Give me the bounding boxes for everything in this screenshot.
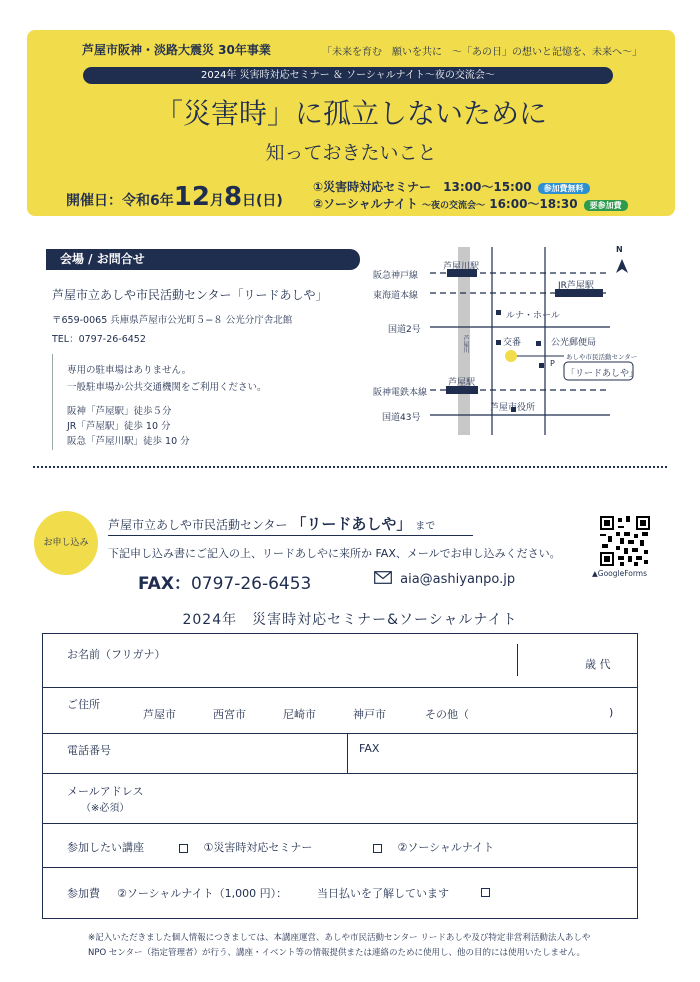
age-label: 歳 代 bbox=[585, 658, 611, 671]
fee-badge: 要参加費 bbox=[584, 200, 628, 211]
fee-text: ②ソーシャルナイト（1,000 円）： bbox=[117, 887, 288, 900]
form-title: 2024年 災害時対応セミナー&ソーシャルナイト bbox=[182, 612, 518, 628]
section-divider bbox=[33, 466, 667, 468]
address-label: ご住所 bbox=[67, 698, 100, 711]
map-route43: 国道43号 bbox=[382, 413, 421, 423]
name-label: お名前（フリガナ） bbox=[67, 648, 166, 661]
apply-to bbox=[108, 513, 435, 534]
session-2 bbox=[313, 195, 628, 212]
course-2-label: ②ソーシャルナイト bbox=[397, 841, 495, 854]
event-date bbox=[66, 182, 283, 212]
apply-to-name: 芦屋市立あしや市民活動センター bbox=[108, 518, 288, 532]
date-weekday: (日) bbox=[256, 193, 283, 209]
venue-section-label: 会場 / お問合せ bbox=[46, 249, 360, 270]
city-other[interactable]: その他（ bbox=[425, 708, 469, 721]
session-1-text: ①災害時対応セミナー 13:00〜15:00 bbox=[313, 180, 532, 194]
north-arrow-icon bbox=[616, 259, 628, 273]
venue-marker bbox=[505, 350, 517, 362]
fax-field-label: FAX bbox=[359, 742, 380, 755]
date-month-suffix: 月 bbox=[209, 193, 224, 209]
fax-label: FAX： bbox=[138, 574, 191, 594]
fax-field[interactable] bbox=[393, 737, 623, 769]
date-day-suffix: 日 bbox=[242, 193, 257, 209]
course-2-checkbox[interactable] bbox=[373, 844, 382, 853]
venue-name: 芦屋市立あしや市民活動センター「リードあしや」 bbox=[52, 288, 328, 302]
city-kobe[interactable]: 神戸市 bbox=[353, 708, 386, 721]
qr-code-icon[interactable] bbox=[600, 516, 650, 566]
course-1-label: ①災害時対応セミナー bbox=[203, 841, 313, 854]
footnote-line-2: NPO センター（指定管理者）が行う、講座・イベント等の情報提供または連絡のために使用し、他の目的には使用いたしません。 bbox=[88, 948, 586, 958]
map-ashiyagawa-station: 芦屋川駅 bbox=[443, 262, 480, 272]
apply-to-suffix: まで bbox=[415, 521, 436, 532]
mail-icon bbox=[374, 571, 392, 584]
access-hanshin: 阪神「芦屋駅」徒歩５分 bbox=[67, 406, 172, 417]
city-ashiya[interactable]: 芦屋市 bbox=[143, 708, 176, 721]
map-parking: P bbox=[550, 359, 555, 368]
map-center-small: あしや市民活動センター bbox=[566, 353, 638, 361]
session-2-sub: 〜夜の交流会〜 bbox=[422, 201, 486, 211]
fee-agree-option[interactable] bbox=[481, 885, 490, 898]
phone-field[interactable] bbox=[133, 737, 338, 769]
apply-to-strong: 「リードあしや」 bbox=[291, 515, 412, 533]
privacy-footnote bbox=[88, 931, 590, 961]
apply-underline bbox=[108, 535, 473, 536]
parking-note-2: 一般駐車場か公共交通機関をご利用ください。 bbox=[67, 382, 267, 393]
event-subtitle-bar: 2024年 災害時対応セミナー ＆ ソーシャルナイト〜夜の交流会〜 bbox=[83, 67, 613, 84]
apply-instruction: 下記申し込み書にご記入の上、リードあしやに来所か FAX、メールでお申し込みください。 bbox=[108, 547, 561, 560]
access-map bbox=[370, 245, 640, 440]
email-field[interactable] bbox=[173, 779, 623, 817]
main-subtitle: 知っておきたいこと bbox=[265, 142, 437, 164]
map-post-office: 公光郵便局 bbox=[551, 338, 597, 348]
fee-agree-label: 当日払いを了解しています bbox=[317, 887, 449, 900]
parking-note-1: 専用の駐車場はありません。 bbox=[67, 365, 192, 376]
date-year: 6 bbox=[150, 193, 160, 209]
course-2-option[interactable] bbox=[373, 839, 494, 855]
map-route2: 国道2号 bbox=[388, 325, 421, 335]
apply-circle: お申し込み bbox=[34, 511, 98, 575]
phone-label: 電話番号 bbox=[67, 744, 111, 757]
north-label: N bbox=[616, 245, 623, 254]
access-jr: JR「芦屋駅」徒歩 10 分 bbox=[67, 421, 171, 432]
free-badge: 参加費無料 bbox=[538, 183, 590, 194]
date-year-suffix: 年 bbox=[159, 193, 174, 209]
organizer-line: 芦屋市阪神・淡路大震災 30年事業 bbox=[82, 43, 271, 57]
map-tokaido-line: 東海道本線 bbox=[373, 291, 419, 301]
map-river: 芦屋川 bbox=[462, 335, 469, 353]
email-address[interactable]: aia@ashiyanpo.jp bbox=[400, 572, 516, 587]
date-day: 8 bbox=[223, 182, 243, 212]
apply-email bbox=[374, 571, 515, 587]
city-nishinomiya[interactable]: 西宮市 bbox=[213, 708, 246, 721]
map-hanshin-station: 芦屋駅 bbox=[448, 378, 476, 388]
email-label: メールアドレス bbox=[67, 785, 144, 798]
date-month: 12 bbox=[173, 182, 210, 212]
course-1-checkbox[interactable] bbox=[179, 844, 188, 853]
map-hankyu-line: 阪急神戸線 bbox=[373, 271, 419, 281]
fee-label: 参加費 bbox=[67, 887, 100, 900]
parking-access-box bbox=[52, 354, 352, 450]
map-hanshin-line: 阪神電鉄本線 bbox=[373, 388, 428, 398]
main-title: 「災害時」に孤立しないために bbox=[154, 97, 547, 130]
slogan: 「未来を育む 願いを共に 〜「あの日」の想いと記憶を、未来へ〜」 bbox=[322, 47, 642, 58]
session-2-title: ②ソーシャルナイト bbox=[313, 197, 418, 211]
map-koban: 交番 bbox=[503, 338, 522, 348]
city-amagasaki[interactable]: 尼崎市 bbox=[283, 708, 316, 721]
fee-agree-checkbox[interactable] bbox=[481, 888, 490, 897]
apply-fax bbox=[138, 569, 311, 594]
session-2-time: 16:00〜18:30 bbox=[489, 197, 578, 211]
fax-number: 0797-26-6453 bbox=[190, 574, 312, 594]
access-hankyu: 阪急「芦屋川駅」徒歩 10 分 bbox=[67, 436, 190, 447]
map-center-name: 「リードあしや」 bbox=[566, 369, 639, 379]
date-prefix: 開催日：令和 bbox=[66, 193, 150, 209]
qr-label: ▲GoogleForms bbox=[592, 569, 648, 578]
name-field[interactable] bbox=[73, 644, 493, 682]
city-other-close: ) bbox=[609, 706, 614, 719]
footnote-line-1: ※記入いただきました個人情報につきましては、本講座運営、あしや市民活動センター リードあしや及び特定非営利活動法人あしや bbox=[88, 933, 591, 943]
application-form bbox=[42, 633, 638, 919]
session-1 bbox=[313, 178, 590, 195]
email-required-note: （※必須） bbox=[81, 803, 130, 814]
venue-address: 〒659-0065 兵庫県芦屋市公光町５−８ 公光分庁舎北館 bbox=[52, 315, 293, 326]
venue-tel: TEL：0797-26-6452 bbox=[52, 334, 146, 345]
map-city-hall: 芦屋市役所 bbox=[490, 403, 536, 413]
course-1-option[interactable] bbox=[179, 839, 312, 855]
map-jr-ashiya: JR芦屋駅 bbox=[558, 281, 594, 291]
course-label: 参加したい講座 bbox=[67, 841, 144, 854]
map-luna-hall: ルナ・ホール bbox=[506, 311, 560, 321]
